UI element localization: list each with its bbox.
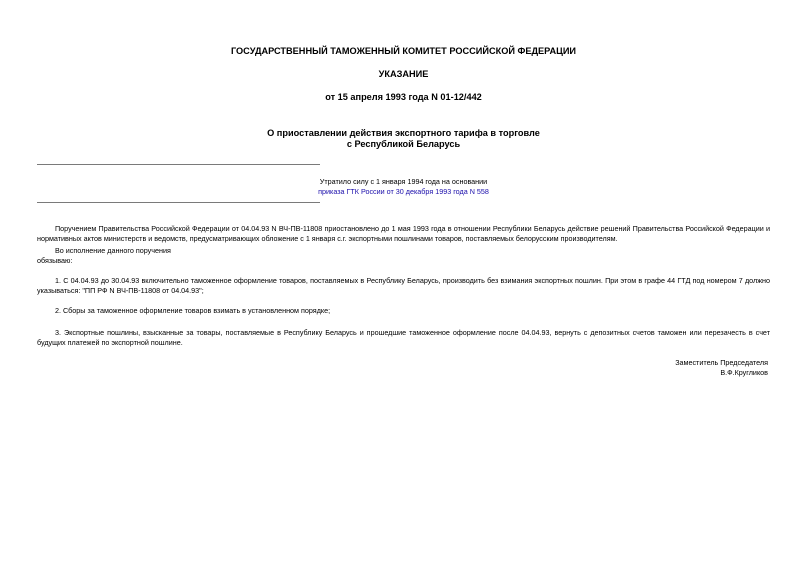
item-3-text: 3. Экспортные пошлины, взысканные за товары, поставляемые в Республику Беларусь и прошедшие таможенное оформление после 04.04.93, вернуть с депозитных счетов таможен или перезачесть в счет будущих платежей по экспортной пошлине. <box>37 328 770 347</box>
signatory-name: В.Ф.Кругликов <box>720 368 768 377</box>
divider-top <box>37 164 320 165</box>
divider-bottom <box>37 202 320 203</box>
item-2-paragraph <box>37 306 770 316</box>
item-3-paragraph <box>37 328 770 348</box>
signatory-position: Заместитель Председателя <box>675 358 768 367</box>
issuing-authority: ГОСУДАРСТВЕННЫЙ ТАМОЖЕННЫЙ КОМИТЕТ РОССИЙСКОЙ ФЕДЕРАЦИИ <box>230 46 577 56</box>
document-type: УКАЗАНИЕ <box>378 69 429 79</box>
execution-text: Во исполнение данного поручения <box>55 246 171 255</box>
repeal-order-link[interactable]: приказа ГТК России от 30 декабря 1993 года N 558 <box>318 187 489 196</box>
subject-line-2: с Республикой Беларусь <box>346 139 461 149</box>
document-subject <box>0 128 807 150</box>
document-date-number: от 15 апреля 1993 года N 01-12/442 <box>325 92 482 102</box>
preamble-text: Поручением Правительства Российской Федерации от 04.04.93 N ВЧ-ПВ-11808 приостановлено до 1 мая 1993 года в отношении Республики Беларусь действие решений Правительства Российской Федерации и нормативных актов министерств и ведомств, предусматривающих обложение с 1 января с.г. экспортными пошлинами товаров, поставляемых белорусским производителям. <box>37 224 770 243</box>
item-1-text: 1. С 04.04.93 до 30.04.93 включительно таможенное оформление товаров, поставляемых в Республику Беларусь, производить без взимания экспортных пошлин. При этом в графе 44 ГТД под номером 7 должно указываться: "ПП РФ N ВЧ-ПВ-11808 от 04.04.93"; <box>37 276 770 295</box>
subject-line-1: О приоставлении действия экспортного тарифа в торговле <box>267 128 540 138</box>
oblige-paragraph <box>37 256 770 266</box>
execution-paragraph <box>37 246 770 256</box>
item-2-text: 2. Сборы за таможенное оформление товаров взимать в установленном порядке; <box>55 306 331 315</box>
item-1-paragraph <box>37 276 770 296</box>
preamble-paragraph <box>37 224 770 244</box>
oblige-text: обязываю: <box>37 256 73 265</box>
status-note: Утратило силу с 1 января 1994 года на основании <box>319 177 488 186</box>
